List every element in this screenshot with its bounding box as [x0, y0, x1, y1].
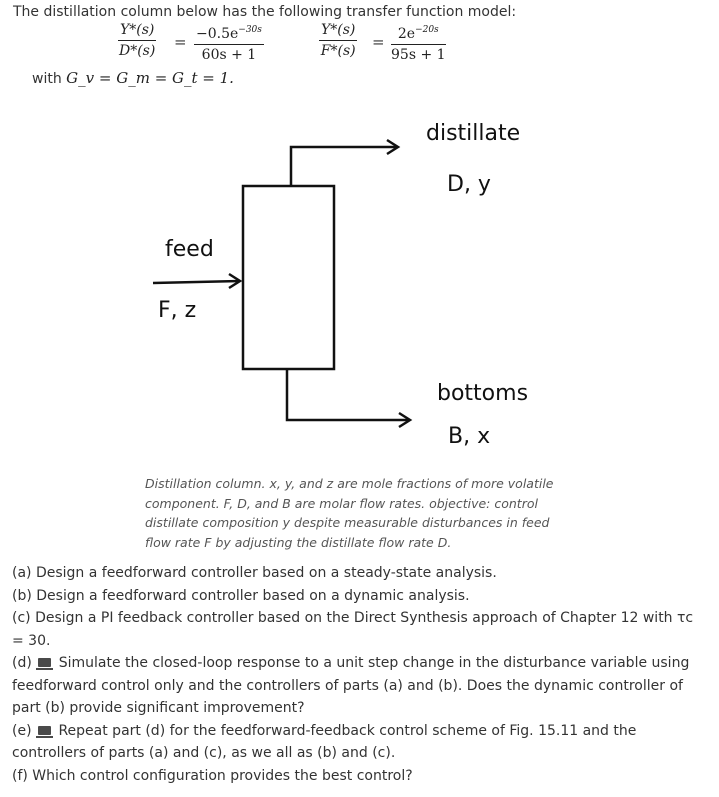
- question-list: [12, 562, 702, 787]
- bottoms-line: [287, 369, 410, 420]
- problem-intro: The distillation column below has the following transfer function model:: [13, 4, 517, 20]
- question-e-label: (e): [12, 722, 32, 739]
- tf1-lhs-denominator: D*(s): [119, 43, 156, 59]
- tf1-rhs-exponent: −30s: [238, 25, 262, 35]
- question-d-text: Simulate the closed-loop response to a unit step change in the disturbance variable using feedforward control only and the controllers of parts (a) and (b). Does the dynamic controller of part (b) provide significant improvement?: [12, 655, 690, 716]
- tf2-lhs-numerator: Y*(s): [319, 22, 357, 41]
- question-e-text: Repeat part (d) for the feedforward-feedback control scheme of Fig. 15.11 and the controllers of parts (a) and (c), as we all as (b) and (c).: [12, 722, 637, 761]
- tf2-lhs-denominator: F*(s): [320, 43, 356, 59]
- with-prefix: with: [32, 71, 62, 87]
- question-d: [12, 652, 702, 720]
- bottoms-vars: B, x: [448, 424, 491, 449]
- question-a: (a) Design a feedforward controller based on a steady-state analysis.: [12, 565, 497, 581]
- question-d-label: (d): [12, 655, 32, 671]
- computer-icon: [38, 658, 51, 667]
- feed-line: [153, 281, 240, 283]
- distillate-label: distillate: [426, 121, 521, 146]
- tf2-equals: =: [372, 33, 385, 51]
- question-c: (c) Design a PI feedback controller based on the Direct Synthesis approach of Chapter 12 with τc = 30.: [12, 610, 694, 649]
- diagram-caption: Distillation column. x, y, and z are mole fractions of more volatile component. F, D, and B are molar flow rates. objective: control distillate composition y despite measurable disturbances in feed flow rate F by adjusting the distillate flow rate D.: [145, 476, 554, 550]
- tf1-lhs-numerator: Y*(s): [118, 22, 156, 41]
- question-f: (f) Which control configuration provides the best control?: [12, 767, 413, 784]
- computer-icon: [38, 726, 51, 735]
- feed-label: feed: [165, 237, 214, 262]
- tf1-rhs-coef: −0.5e: [196, 26, 239, 42]
- column-body: [243, 186, 334, 369]
- tf1-equals: =: [174, 33, 187, 51]
- gains-equation: G_v = G_m = G_t = 1.: [66, 69, 234, 87]
- question-b: (b) Design a feedforward controller based on a dynamic analysis.: [12, 587, 470, 604]
- tf2-rhs-denominator: 95s + 1: [391, 47, 446, 63]
- distillate-line: [291, 147, 398, 186]
- tf2-rhs-exponent: −20s: [415, 25, 439, 35]
- distillate-vars: D, y: [447, 172, 491, 197]
- tf1-rhs-denominator: 60s + 1: [201, 47, 257, 63]
- bottoms-label: bottoms: [437, 381, 529, 406]
- feed-vars: F, z: [158, 298, 197, 323]
- question-e: [12, 720, 702, 765]
- tf2-rhs-coef: 2e: [397, 26, 416, 42]
